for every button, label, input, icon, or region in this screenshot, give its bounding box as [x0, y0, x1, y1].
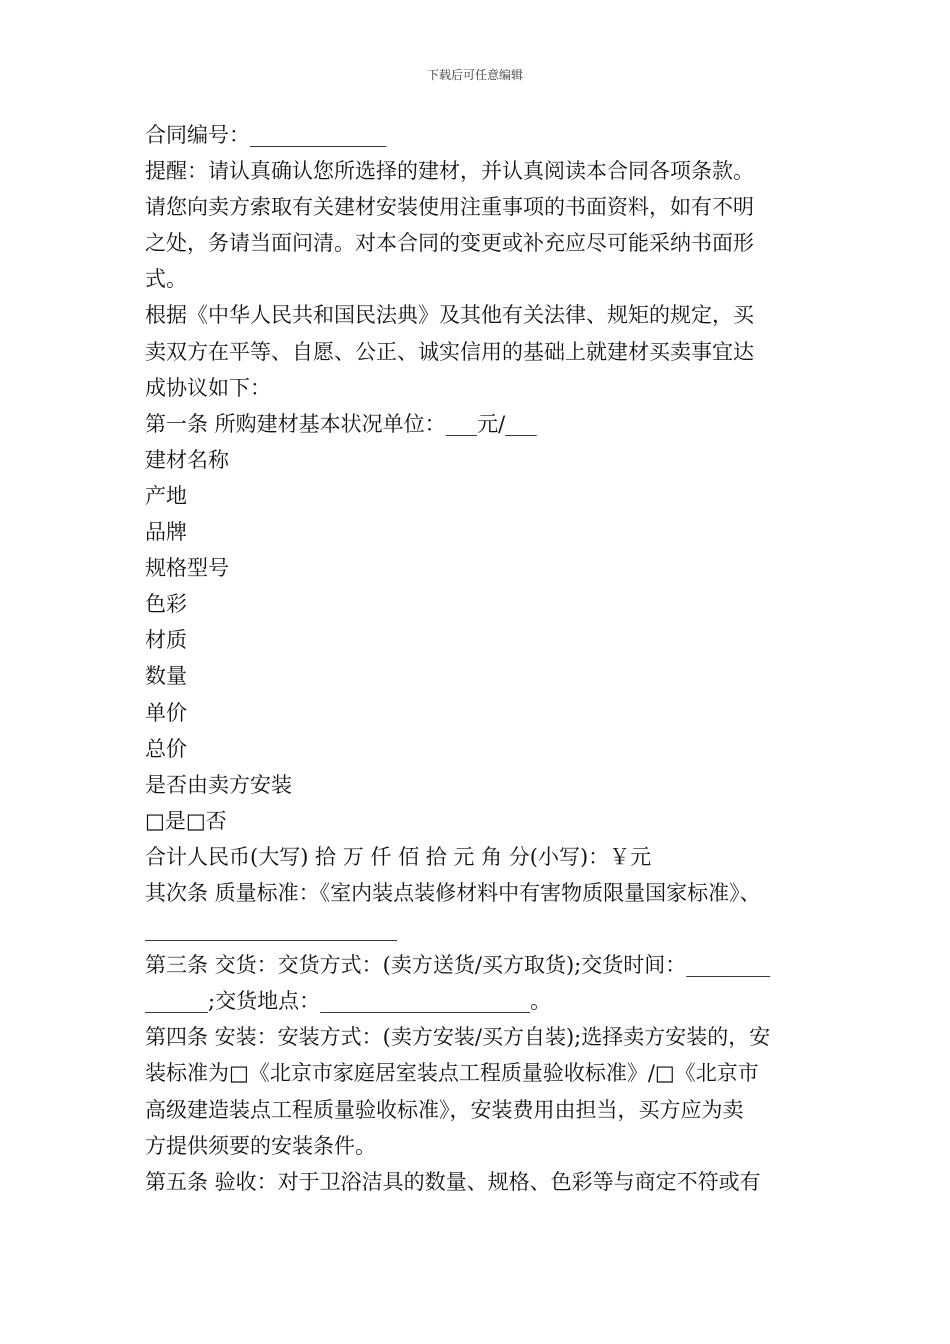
reminder-line-2: 请您向卖方索取有关建材安装使用注重事项的书面资料，如有不明: [145, 195, 754, 220]
field-color: 色彩: [145, 592, 187, 617]
article-2-line-2: ________________________: [145, 917, 397, 942]
field-total-price: 总价: [145, 736, 187, 761]
reminder-line-3: 之处，务请当面问清。对本合同的变更或补充应尽可能采纳书面形: [145, 231, 754, 256]
field-brand: 品牌: [145, 520, 187, 545]
preamble-line-2: 卖双方在平等、自愿、公正、诚实信用的基础上就建材买卖事宜达: [145, 339, 754, 364]
article-2-line-1: 其次条 质量标准：《室内装点装修材料中有害物质限量国家标准》、: [145, 880, 761, 905]
article-1-heading: 第一条 所购建材基本状况单位：___元/___: [145, 411, 537, 436]
field-material-name: 建材名称: [145, 447, 229, 472]
reminder-line-1: 提醒：请认真确认您所选择的建材，并认真阅读本合同各项条款。: [145, 159, 754, 184]
article-4-line-3: 高级建造装点工程质量验收标准》，安装费用由担当，买方应为卖: [145, 1097, 744, 1122]
total-amount-line: 合计人民币(大写) 拾 万 仟 佰 拾 元 角 分(小写)：￥元: [145, 844, 652, 869]
field-material: 材质: [145, 628, 187, 653]
preamble-line-3: 成协议如下：: [145, 375, 271, 400]
article-3-line-1: 第三条 交货：交货方式：(卖方送货/买方取货);交货时间：________: [145, 953, 771, 978]
article-4-line-2: 装标准为□《北京市家庭居室装点工程质量验收标准》/□《北京市: [145, 1061, 759, 1086]
contract-number-line: 合同编号：_____________: [145, 123, 387, 147]
field-origin: 产地: [145, 483, 187, 508]
article-5-line-1: 第五条 验收：对于卫浴洁具的数量、规格、色彩等与商定不符或有: [145, 1169, 761, 1194]
field-quantity: 数量: [145, 664, 187, 689]
field-installation: 是否由卖方安装: [145, 772, 292, 797]
page-header: 下载后可任意编辑: [426, 68, 523, 82]
field-spec-model: 规格型号: [145, 556, 229, 581]
contract-body: [145, 117, 810, 1200]
article-4-line-4: 方提供须要的安装条件。: [145, 1133, 376, 1158]
field-unit-price: 单价: [145, 700, 187, 725]
installation-options: □是□否: [145, 808, 227, 833]
article-4-line-1: 第四条 安装：安装方式：(卖方安装/买方自装);选择卖方安装的，安: [145, 1025, 771, 1050]
preamble-line-1: 根据《中华人民共和国民法典》及其他有关法律、规矩的规定，买: [145, 303, 754, 328]
reminder-line-4: 式。: [145, 267, 187, 292]
article-3-line-2: ______;交货地点：____________________。: [145, 989, 552, 1014]
